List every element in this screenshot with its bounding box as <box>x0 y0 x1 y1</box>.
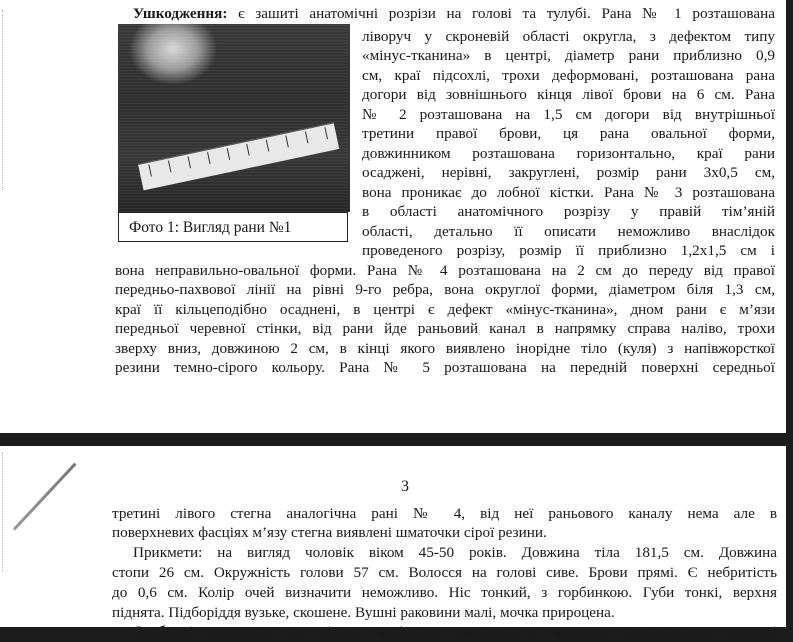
text-line: № 2 розташована на 1,5 см догори від внутрішньої <box>362 106 775 123</box>
margin-marks <box>2 452 5 572</box>
document-page-bottom <box>0 446 786 640</box>
text-line: краї її кільцеподібно осаднені, в центрі є дефект «мінус-тканина», дном рани є м’язи <box>115 301 775 318</box>
text-line: догори від зовнішнього кінця лівої брови на 6 см. Рана <box>362 86 775 103</box>
margin-marks <box>2 10 5 190</box>
text-line: третини правої брови, ця рана овальної форми, <box>362 125 775 142</box>
text-line: передньо-пахвової лінії на рівні 9-го ребра, вона округлої форми, діаметром біля 1,3 см, <box>115 281 775 298</box>
text-line: зверху вниз, довжиною 2 см, в кінці якого виявлено інорідне тіло (куля) з напівжорсткої <box>115 340 775 357</box>
text-line: Особливі прикмети: на лівому зап’ястку годинник у чорному пластиковому корпусі <box>133 623 777 640</box>
text-line: піднята. Підборіддя вузьке, скошене. Вушні раковини малі, мочка прироцена. <box>112 604 615 621</box>
text-line: резини темно-сірого кольору. Рана № 5 розташована на передній поверхні середньої <box>115 359 775 376</box>
page-number: 3 <box>401 478 409 495</box>
text-line: ліворуч у скроневій області округла, з дефектом типу <box>362 28 775 45</box>
text-line: стопи 26 см. Окружність голови 57 см. Волосся на голові сиве. Брови прямі. Є небритість <box>112 564 777 581</box>
text-line: передньої черевної стінки, від рани йде раньовий канал в напрямку справа наліво, трохи <box>115 320 775 337</box>
photo-caption: Фото 1: Вигляд рани №1 <box>118 212 348 242</box>
injuries-heading: Ушкодження: <box>133 5 228 22</box>
text-line: «мінус-тканина» в центрі, діаметр рани приблизно 0,9 <box>362 47 775 64</box>
text-line: поверхневих фасціях м’язу стегна виявлені шматочки сірої резини. <box>112 524 547 541</box>
text-line: Прикмети: на вигляд чоловік віком 45-50 років. Довжина тіла 181,5 см. Довжина <box>133 544 777 561</box>
text-line: області, детально її описати неможливо внаслідок <box>362 223 775 240</box>
wound-photo <box>118 24 350 212</box>
text-line: вона неправильно-овальної форми. Рана № 4 розташована на 2 см до переду від правої <box>115 262 775 279</box>
text-line-content: є зашиті анатомічні розрізи на голові та тулубі. Рана № 1 розташована <box>238 5 776 22</box>
viewer-right-border <box>786 0 793 627</box>
text-line: в області анатомічного розрізу у правій тім’яній <box>362 203 775 220</box>
text-line: третині лівого стегна аналогічна рані № 4, від неї раньового каналу нема але в <box>112 505 777 522</box>
text-line: см, краї підсохлі, трохи деформовані, розташована рана <box>362 67 775 84</box>
text-line: до 0,6 см. Колір очей визначити неможливо. Ніс тонкий, з горбинкою. Губи тонкі, верхня <box>112 584 777 601</box>
text-line: проведеного розрізу, розмір її приблизно 1,2х1,5 см і <box>362 242 775 259</box>
pen-scribble-mark <box>13 463 77 531</box>
text-line: вона проникає до лобної кістки. Рана № 3 розташована <box>362 184 775 201</box>
text-line: довжинником розташована горизонтально, краї рани <box>362 145 775 162</box>
text-line <box>133 4 775 24</box>
text-line: осаджені, нерівні, закруглені, розмір рани 3х0,5 см, <box>362 164 775 181</box>
